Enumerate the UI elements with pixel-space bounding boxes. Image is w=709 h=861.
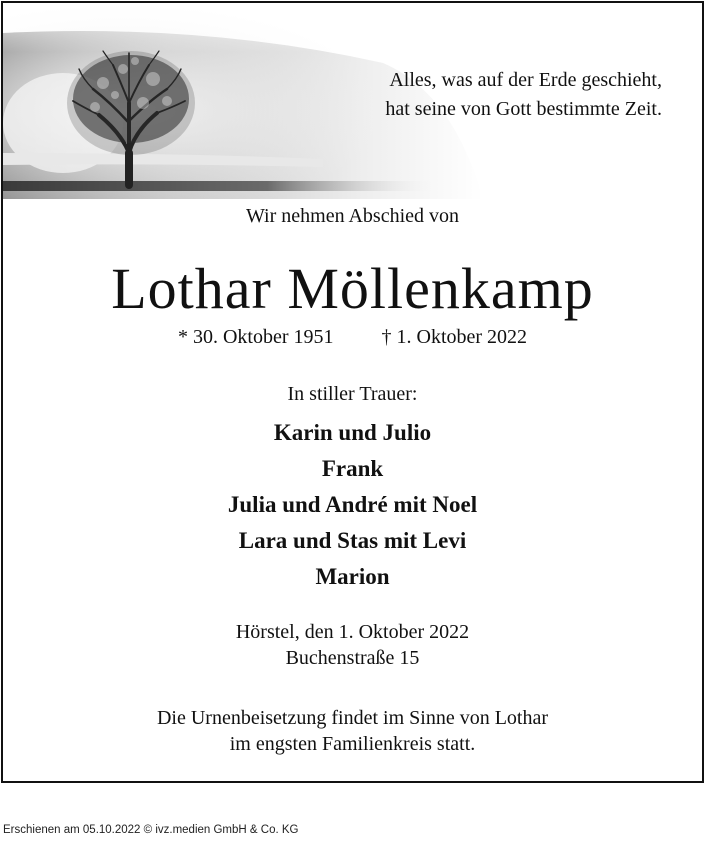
publication-footer: Erschienen am 05.10.2022 © ivz.medien GmbH & Co. KG <box>3 824 299 836</box>
birth-date: * 30. Oktober 1951 <box>177 326 334 348</box>
verse <box>242 66 662 124</box>
obituary-notice <box>1 1 704 783</box>
burial-notice <box>3 705 702 757</box>
mourner-name: Lara und Stas mit Levi <box>238 528 467 553</box>
verse-line: Alles, was auf der Erde geschieht, <box>389 69 662 91</box>
place-date: Hörstel, den 1. Oktober 2022 <box>235 621 470 643</box>
death-date: † 1. Oktober 2022 <box>381 326 528 348</box>
street-address: Buchenstraße 15 <box>285 647 420 669</box>
verse-line: hat seine von Gott bestimmte Zeit. <box>385 98 662 120</box>
farewell-intro: Wir nehmen Abschied von <box>245 205 460 227</box>
mourning-label: In stiller Trauer: <box>287 383 418 405</box>
mourner-name: Karin und Julio <box>273 420 432 445</box>
mourners-list <box>3 415 702 595</box>
deceased-name: Lothar Möllenkamp <box>111 256 594 321</box>
mourner-name: Julia und André mit Noel <box>227 492 478 517</box>
place-and-address <box>3 619 702 671</box>
burial-line: Die Urnenbeisetzung findet im Sinne von Lothar <box>156 707 548 729</box>
burial-line: im engsten Familienkreis statt. <box>229 733 476 755</box>
mourner-name: Marion <box>315 564 390 589</box>
mourner-name: Frank <box>321 456 384 481</box>
life-dates <box>3 326 702 349</box>
